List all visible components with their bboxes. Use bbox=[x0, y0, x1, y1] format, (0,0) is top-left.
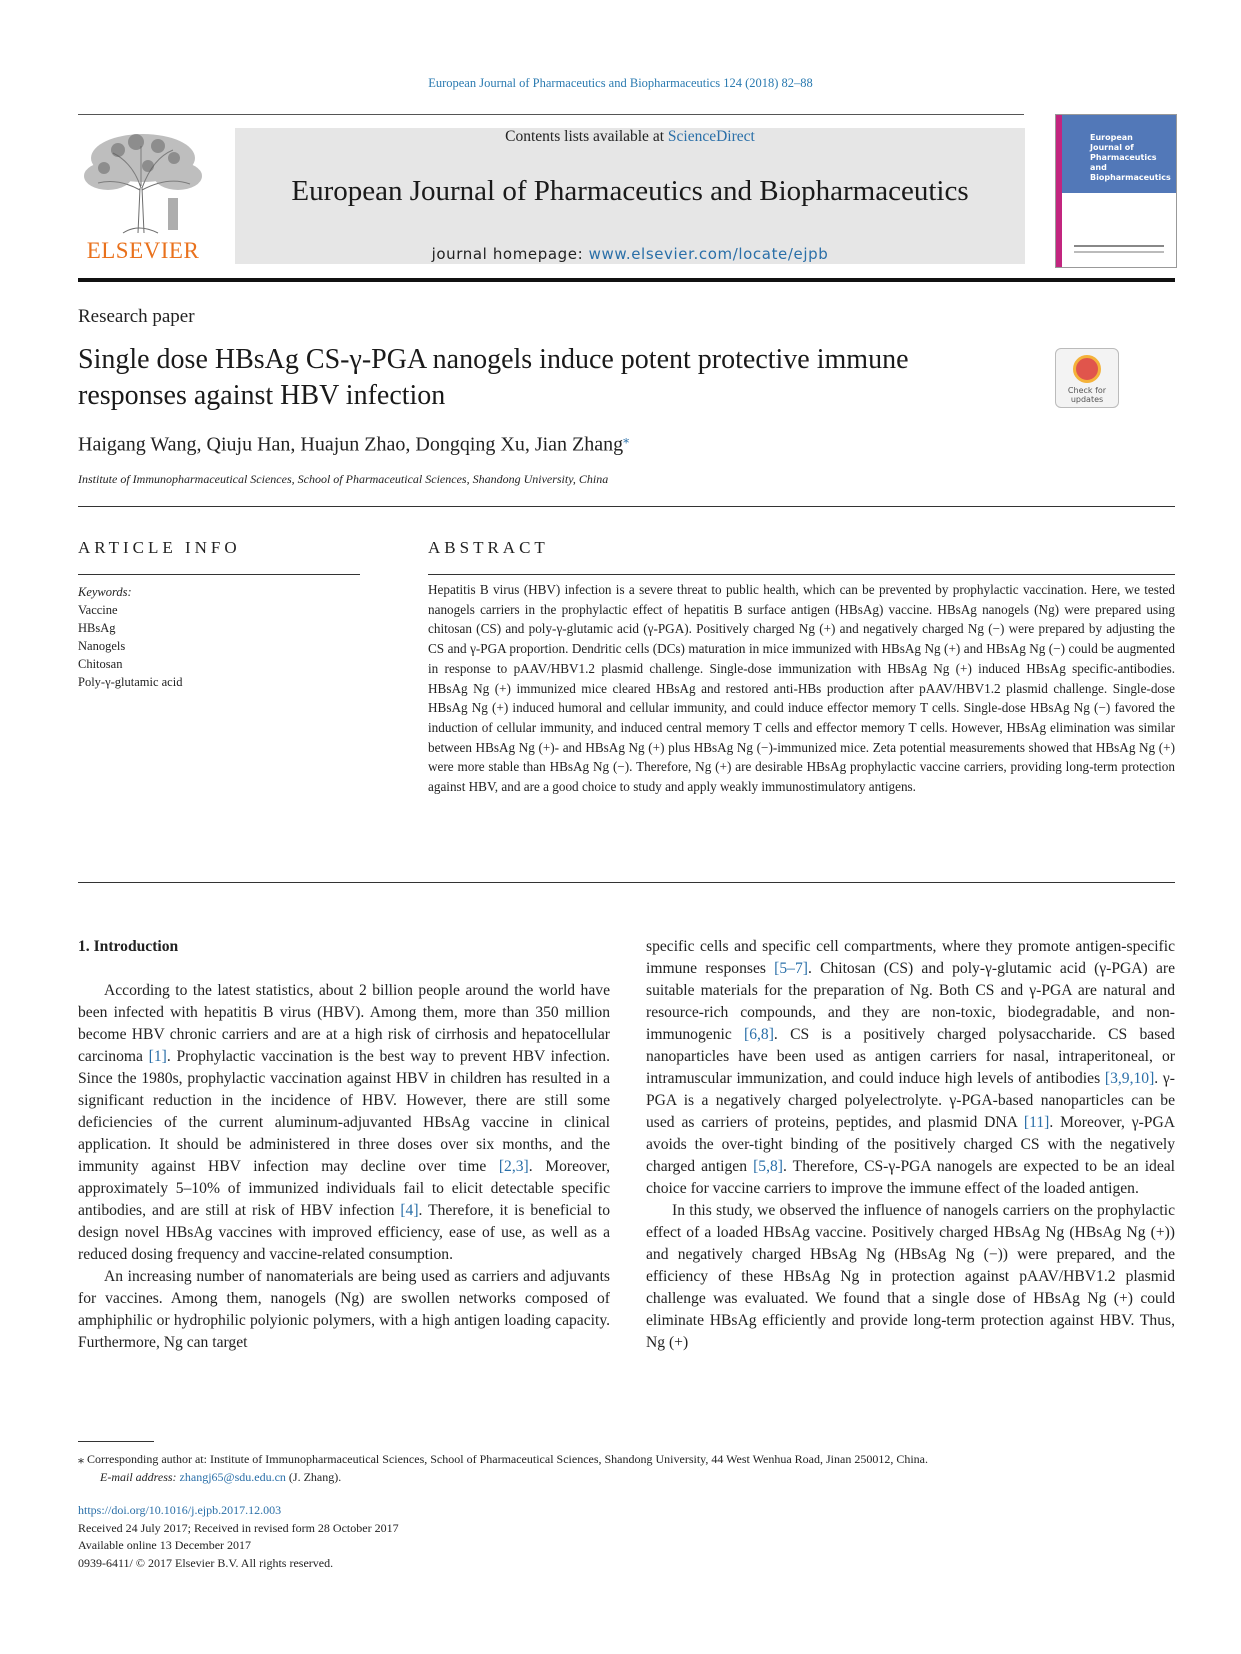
paragraph bbox=[78, 980, 610, 1266]
journal-title: European Journal of Pharmaceutics and Biopharmaceutics bbox=[291, 175, 969, 207]
journal-cover[interactable] bbox=[1055, 114, 1177, 268]
contents-line bbox=[235, 128, 1025, 146]
citation-link[interactable]: [3,9,10] bbox=[1104, 1070, 1155, 1087]
cover-line: European bbox=[1090, 133, 1133, 142]
citation-link[interactable]: [2,3] bbox=[498, 1158, 529, 1175]
copyright: 0939-6411/ © 2017 Elsevier B.V. All rights reserved. bbox=[78, 1555, 334, 1570]
text-run: . Therefore, it is beneficial to design novel HBsAg vaccines with improved efficiency, ease of use, as well as a reduced dosing frequency and vaccine-related consumption. bbox=[78, 1202, 610, 1263]
paragraph bbox=[646, 936, 1175, 1200]
journal-citation[interactable]: European Journal of Pharmaceutics and Biopharmaceutics 124 (2018) 82–88 bbox=[428, 76, 813, 90]
affiliation: Institute of Immunopharmaceutical Sciences, School of Pharmaceutical Sciences, Shandong University, China bbox=[78, 472, 609, 486]
text-run: . CS is a positively charged polysaccharide. CS based nanoparticles have been used as antigen carriers for nasal, intraperitoneal, or intramuscular immunization, and could induce high levels of antibodies bbox=[646, 1026, 1175, 1087]
citation-link[interactable]: [11] bbox=[1023, 1114, 1050, 1131]
contents-prefix: Contents lists available at bbox=[505, 128, 668, 145]
homepage-line bbox=[235, 245, 1025, 263]
cover-line: Pharmaceutics and bbox=[1090, 153, 1157, 172]
abstract-heading: ABSTRACT bbox=[428, 538, 549, 557]
crossmark-icon bbox=[1073, 355, 1101, 383]
paragraph: In this study, we observed the influence of nanogels carriers on the prophylactic effect of a loaded HBsAg vaccine. Positively charged HBsAg Ng (HBsAg Ng (+)) and negatively charged HBsAg Ng (HBsAg Ng (−)) were prepared, and the efficiency of these HBsAg Ng in protection against pAAV/HBV1.2 plasmid challenge was evaluated. We found that a single dose of HBsAg Ng (+) could eliminate HBsAg efficiently and provide long-term protection against HBV. Thus, Ng (+) bbox=[646, 1202, 1175, 1351]
text-run: . Chitosan (CS) and poly-γ-glutamic acid (γ-PGA) are suitable materials for the preparation of Ng. Both CS and γ-PGA are natural and resource-rich compounds, and they are non-toxic, biodegradable, and non-immunogenic bbox=[646, 960, 1175, 1043]
keyword: Nanogels bbox=[78, 639, 126, 653]
footnote-rule bbox=[78, 1441, 154, 1442]
sciencedirect-link[interactable]: ScienceDirect bbox=[667, 128, 755, 145]
divider bbox=[78, 506, 1175, 507]
divider bbox=[428, 574, 1175, 575]
journal-banner bbox=[235, 128, 1025, 264]
received-dates: Received 24 July 2017; Received in revised form 28 October 2017 bbox=[78, 1520, 399, 1535]
title-line: Single dose HBsAg CS-γ-PGA nanogels induce potent protective immune bbox=[78, 344, 909, 375]
keyword: Chitosan bbox=[78, 657, 123, 671]
citation-link[interactable]: [5,8] bbox=[753, 1158, 783, 1175]
email-suffix: (J. Zhang). bbox=[285, 1470, 342, 1484]
citation-link[interactable]: [5–7] bbox=[774, 960, 808, 977]
article-title bbox=[78, 342, 1018, 414]
badge-line: updates bbox=[1070, 395, 1104, 404]
email-line bbox=[78, 1468, 1175, 1486]
cover-line: Journal of bbox=[1090, 143, 1134, 152]
divider bbox=[78, 882, 1175, 883]
keyword: Poly-γ-glutamic acid bbox=[78, 675, 183, 689]
cover-line: Biopharmaceutics bbox=[1090, 173, 1171, 182]
keyword: HBsAg bbox=[78, 621, 116, 635]
article-info-heading: ARTICLE INFO bbox=[78, 538, 241, 557]
footnote bbox=[78, 1450, 1175, 1486]
header-rule bbox=[78, 114, 1024, 115]
text-run: specific cells and specific cell compartments, where they promote antigen-specific immune responses bbox=[646, 938, 1175, 977]
author-list bbox=[78, 432, 629, 457]
text-run: According to the latest statistics, about 2 billion people around the world have been infected with hepatitis B virus (HBV). Among them, more than 350 million become HBV chronic carriers and are at a high risk of cirrhosis and hepatocellular carcinoma bbox=[78, 982, 610, 1065]
doi-link[interactable]: https://doi.org/10.1016/j.ejpb.2017.12.003 bbox=[78, 1503, 282, 1517]
section-heading: 1. Introduction bbox=[78, 938, 179, 955]
cover-decoration bbox=[1074, 245, 1164, 247]
online-date: Available online 13 December 2017 bbox=[78, 1538, 252, 1552]
publication-info bbox=[78, 1502, 399, 1572]
article-type: Research paper bbox=[78, 306, 195, 327]
email-label: E-mail address: bbox=[100, 1470, 180, 1484]
header-thick-rule bbox=[78, 278, 1175, 282]
footnote-mark: ⁎ bbox=[78, 1452, 84, 1466]
footnote-text: Corresponding author at: Institute of Immunopharmaceutical Sciences, School of Pharmaceutical Sciences, Shandong University, 44 West Wenhua Road, Jinan 250012, China. bbox=[84, 1452, 928, 1466]
citation-link[interactable]: [1] bbox=[148, 1048, 167, 1065]
text-run: . γ-PGA is a negatively charged polyelectrolyte. γ-PGA-based nanoparticles can be used as carriers of proteins, peptides, and plasmid DNA bbox=[646, 1070, 1175, 1131]
title-line: responses against HBV infection bbox=[78, 380, 446, 411]
keyword: Vaccine bbox=[78, 603, 118, 617]
text-run: . Moreover, γ-PGA avoids the over-tight binding of the positively charged CS with the negatively charged antigen bbox=[646, 1114, 1175, 1175]
cover-stripe bbox=[1056, 115, 1062, 267]
homepage-link[interactable]: www.elsevier.com/locate/ejpb bbox=[588, 245, 829, 263]
abstract-text: Hepatitis B virus (HBV) infection is a severe threat to public health, which can be prevented by prophylactic vaccination. Here, we tested nanogels carriers in the prophylactic effect of hepatitis B surface antigen (HBsAg) vaccine. HBsAg nanogels (Ng) were prepared using chitosan (CS) and poly-γ-glutamic acid (γ-PGA). Positively charged Ng (+) and negatively charged Ng (−) were prepared by adjusting the CS and γ-PGA proportion. Dendritic cells (DCs) maturation in mice immunized with HBsAg Ng (+) and HBsAg Ng (−) could be augmented in response to pAAV/HBV1.2 plasmid challenge. Single-dose immunization with HBsAg Ng (+) induced HBsAg specific-antibodies. HBsAg Ng (+) immunized mice cleared HBsAg and restored anti-HBs production after pAAV/HBV1.2 plasmid challenge. Single-dose HBsAg Ng (+) induced humoral and cellular immunity, and could induce effector memory T cells. Single-dose HBsAg Ng (−) favored the induction of cellular immunity, and induced central memory T cells and effector memory T cells. However, HBsAg elimination was similar between HBsAg Ng (+)- and HBsAg Ng (+) plus HBsAg Ng (−)-immunized mice. Zeta potential measurements showed that HBsAg Ng (+) were more stable than HBsAg Ng (−). Therefore, Ng (+) are desirable HBsAg prophylactic vaccine carriers, providing long-term protection against HBV, and are a good choice to study and apply weakly immunostimulatory antigens. bbox=[428, 582, 1175, 795]
cover-decoration bbox=[1074, 251, 1164, 253]
elsevier-tree-icon bbox=[78, 128, 208, 236]
text-run: . Prophylactic vaccination is the best way to prevent HBV infection. Since the 1980s, prophylactic vaccination against HBV in children has resulted in a significant reduction in the incidence of HBV. However, there are still some deficiencies of the current aluminum-adjuvanted HBsAg vaccine in clinical application. It should be administered in three doses over six months, and the immunity against HBV infection may decline over time bbox=[78, 1048, 610, 1175]
divider bbox=[78, 574, 360, 575]
badge-line: Check for bbox=[1067, 386, 1107, 395]
elsevier-logo[interactable] bbox=[78, 128, 208, 268]
paragraph: An increasing number of nanomaterials are being used as carriers and adjuvants for vaccines. Among them, nanogels (Ng) are swollen networks composed of amphiphilic or hydrophilic polyionic polymers, with a high antigen loading capacity. Furthermore, Ng can target bbox=[78, 1268, 610, 1351]
corresponding-note bbox=[78, 1450, 1175, 1468]
body-column-left bbox=[78, 936, 610, 1354]
keywords-label: Keywords: bbox=[78, 585, 132, 599]
cover-title bbox=[1090, 133, 1174, 183]
authors-text: Haigang Wang, Qiuju Han, Huajun Zhao, Dongqing Xu, Jian Zhang bbox=[78, 433, 624, 456]
citation-link[interactable]: [6,8] bbox=[744, 1026, 774, 1043]
email-link[interactable]: zhangj65@sdu.edu.cn bbox=[179, 1470, 286, 1484]
body-column-right bbox=[646, 936, 1175, 1354]
citation-link[interactable]: [4] bbox=[400, 1202, 419, 1219]
keywords-list bbox=[78, 583, 182, 691]
check-for-updates-badge[interactable] bbox=[1055, 348, 1119, 408]
corresponding-author-mark[interactable]: ⁎ bbox=[623, 432, 630, 446]
badge-label bbox=[1056, 386, 1118, 404]
elsevier-wordmark: ELSEVIER bbox=[86, 238, 200, 263]
text-run: . Moreover, approximately 5–10% of immunized individuals fail to elicit detectable specific antibodies, and are still at risk of HBV infection bbox=[78, 1158, 610, 1219]
text-run: . Therefore, CS-γ-PGA nanogels are expected to be an ideal choice for vaccine carriers to improve the immune effect of the loaded antigen. bbox=[646, 1158, 1175, 1197]
homepage-prefix: journal homepage: bbox=[431, 245, 589, 263]
